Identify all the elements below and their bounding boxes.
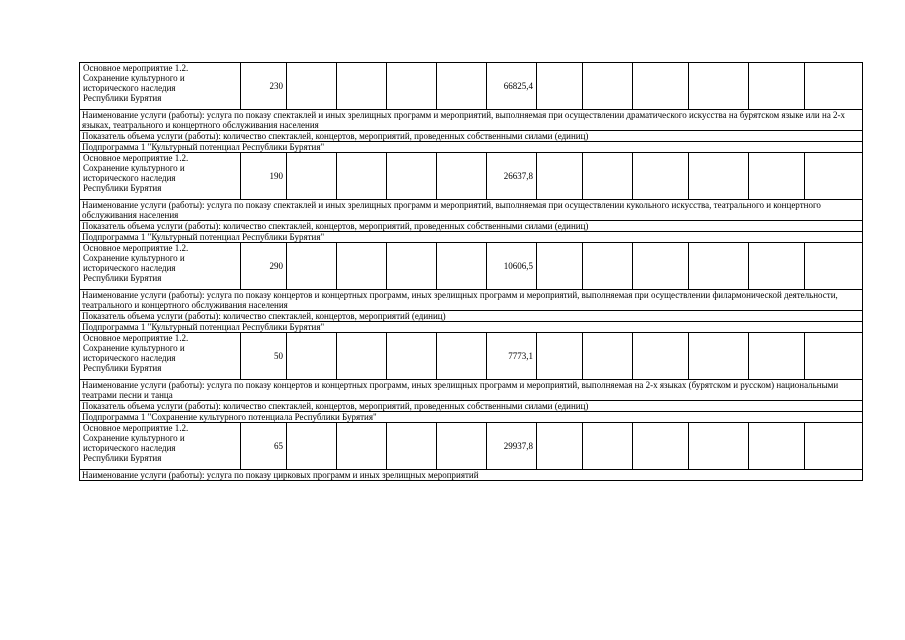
activity-name-cell bbox=[80, 63, 241, 110]
empty-cell bbox=[537, 63, 583, 110]
count-cell: 290 bbox=[241, 243, 287, 290]
text-row bbox=[80, 401, 863, 412]
text-row-cell: Показатель объема услуги (работы): количество спектаклей, концертов, мероприятий, проведенных собственными силами (единиц) bbox=[80, 131, 863, 142]
empty-cell bbox=[437, 63, 487, 110]
empty-cell bbox=[437, 333, 487, 380]
table-body bbox=[80, 63, 863, 481]
count-cell: 190 bbox=[241, 153, 287, 200]
activity-name-line: Сохранение культурного и bbox=[83, 253, 185, 263]
amount-cell: 7773,1 bbox=[487, 333, 537, 380]
empty-cell bbox=[387, 243, 437, 290]
activity-name-line: Республики Бурятия bbox=[83, 363, 162, 373]
activity-name-line: Республики Бурятия bbox=[83, 273, 162, 283]
activity-name-line: Сохранение культурного и bbox=[83, 73, 185, 83]
activity-name-cell bbox=[80, 333, 241, 380]
empty-cell bbox=[583, 153, 633, 200]
table-row bbox=[80, 63, 863, 110]
text-row-cell: Наименование услуги (работы): услуга по показу спектаклей и иных зрелищных программ и мероприятий, выполняемая при осуществлении драматического искусства на бурятском языке или на 2-х языках, театрального и концертного обслуживания населения bbox=[80, 110, 863, 131]
text-row-cell: Наименование услуги (работы): услуга по показу цирковых программ и иных зрелищных мероприятий bbox=[80, 470, 863, 481]
amount-cell: 26637,8 bbox=[487, 153, 537, 200]
activity-name-line: Сохранение культурного и bbox=[83, 433, 185, 443]
empty-cell bbox=[583, 243, 633, 290]
text-row-cell: Наименование услуги (работы): услуга по показу спектаклей и иных зрелищных программ и мероприятий, выполняемая при осуществлении кукольного искусства, театрального и концертного обслуживания населения bbox=[80, 200, 863, 221]
count-cell: 50 bbox=[241, 333, 287, 380]
empty-cell bbox=[805, 333, 863, 380]
activity-name-line: Сохранение культурного и bbox=[83, 343, 185, 353]
amount-cell: 10606,5 bbox=[487, 243, 537, 290]
empty-cell bbox=[689, 63, 749, 110]
activity-name-line: Основное мероприятие 1.2. bbox=[83, 153, 189, 163]
empty-cell bbox=[537, 423, 583, 470]
text-row-cell: Подпрограмма 1 "Культурный потенциал Республики Бурятия" bbox=[80, 322, 863, 333]
empty-cell bbox=[749, 153, 805, 200]
empty-cell bbox=[537, 243, 583, 290]
count-cell: 230 bbox=[241, 63, 287, 110]
empty-cell bbox=[337, 423, 387, 470]
empty-cell bbox=[689, 153, 749, 200]
text-row bbox=[80, 200, 863, 221]
count-cell: 65 bbox=[241, 423, 287, 470]
empty-cell bbox=[689, 423, 749, 470]
activity-name-cell bbox=[80, 243, 241, 290]
activity-name-cell bbox=[80, 153, 241, 200]
empty-cell bbox=[287, 333, 337, 380]
empty-cell bbox=[689, 243, 749, 290]
empty-cell bbox=[749, 243, 805, 290]
activity-name-line: исторического наследия bbox=[83, 263, 176, 273]
activity-name-line: Основное мероприятие 1.2. bbox=[83, 63, 189, 73]
empty-cell bbox=[387, 333, 437, 380]
empty-cell bbox=[805, 153, 863, 200]
text-row-cell: Показатель объема услуги (работы): количество спектаклей, концертов, мероприятий (единиц) bbox=[80, 311, 863, 322]
empty-cell bbox=[337, 243, 387, 290]
text-row-cell: Подпрограмма 1 "Культурный потенциал Республики Бурятия" bbox=[80, 142, 863, 153]
empty-cell bbox=[437, 153, 487, 200]
activity-name-line: исторического наследия bbox=[83, 353, 176, 363]
empty-cell bbox=[583, 63, 633, 110]
text-row-cell: Подпрограмма 1 "Культурный потенциал Республики Бурятия" bbox=[80, 232, 863, 243]
empty-cell bbox=[749, 63, 805, 110]
activity-name-line: Основное мероприятие 1.2. bbox=[83, 423, 189, 433]
empty-cell bbox=[287, 243, 337, 290]
empty-cell bbox=[583, 333, 633, 380]
activity-name-line: Республики Бурятия bbox=[83, 183, 162, 193]
empty-cell bbox=[633, 423, 689, 470]
empty-cell bbox=[805, 423, 863, 470]
text-row bbox=[80, 290, 863, 311]
empty-cell bbox=[387, 423, 437, 470]
empty-cell bbox=[689, 333, 749, 380]
text-row bbox=[80, 322, 863, 333]
activity-name-line: исторического наследия bbox=[83, 173, 176, 183]
text-row bbox=[80, 110, 863, 131]
empty-cell bbox=[537, 333, 583, 380]
text-row-cell: Наименование услуги (работы): услуга по показу концертов и концертных программ, иных зрелищных программ и мероприятий, выполняемая на 2-х языках (бурятском и русском) национальными театрами песни и танца bbox=[80, 380, 863, 401]
table-row bbox=[80, 153, 863, 200]
empty-cell bbox=[583, 423, 633, 470]
table-row bbox=[80, 423, 863, 470]
text-row-cell: Подпрограмма 1 "Сохранение культурного потенциала Республики Бурятия" bbox=[80, 412, 863, 423]
table-row bbox=[80, 243, 863, 290]
text-row bbox=[80, 380, 863, 401]
empty-cell bbox=[805, 63, 863, 110]
empty-cell bbox=[633, 243, 689, 290]
text-row bbox=[80, 221, 863, 232]
text-row bbox=[80, 412, 863, 423]
empty-cell bbox=[537, 153, 583, 200]
empty-cell bbox=[633, 333, 689, 380]
empty-cell bbox=[337, 153, 387, 200]
empty-cell bbox=[287, 63, 337, 110]
amount-cell: 29937,8 bbox=[487, 423, 537, 470]
empty-cell bbox=[387, 63, 437, 110]
empty-cell bbox=[337, 63, 387, 110]
empty-cell bbox=[749, 333, 805, 380]
activity-name-line: Республики Бурятия bbox=[83, 453, 162, 463]
empty-cell bbox=[287, 153, 337, 200]
text-row bbox=[80, 142, 863, 153]
empty-cell bbox=[633, 153, 689, 200]
text-row bbox=[80, 131, 863, 142]
empty-cell bbox=[387, 153, 437, 200]
empty-cell bbox=[337, 333, 387, 380]
text-row bbox=[80, 470, 863, 481]
empty-cell bbox=[437, 423, 487, 470]
activity-name-line: исторического наследия bbox=[83, 443, 176, 453]
services-table bbox=[79, 62, 863, 481]
empty-cell bbox=[287, 423, 337, 470]
table-row bbox=[80, 333, 863, 380]
activity-name-line: Республики Бурятия bbox=[83, 93, 162, 103]
empty-cell bbox=[633, 63, 689, 110]
amount-cell: 66825,4 bbox=[487, 63, 537, 110]
activity-name-line: Основное мероприятие 1.2. bbox=[83, 243, 189, 253]
activity-name-line: Основное мероприятие 1.2. bbox=[83, 333, 189, 343]
text-row bbox=[80, 311, 863, 322]
activity-name-line: Сохранение культурного и bbox=[83, 163, 185, 173]
empty-cell bbox=[805, 243, 863, 290]
activity-name-cell bbox=[80, 423, 241, 470]
text-row-cell: Наименование услуги (работы): услуга по показу концертов и концертных программ, иных зрелищных программ и мероприятий, выполняемая при осуществлении филармонической деятельности, театрального и концертного обслуживания населения bbox=[80, 290, 863, 311]
empty-cell bbox=[749, 423, 805, 470]
text-row bbox=[80, 232, 863, 243]
empty-cell bbox=[437, 243, 487, 290]
activity-name-line: исторического наследия bbox=[83, 83, 176, 93]
text-row-cell: Показатель объема услуги (работы): количество спектаклей, концертов, мероприятий, проведенных собственными силами (единиц) bbox=[80, 221, 863, 232]
text-row-cell: Показатель объема услуги (работы): количество спектаклей, концертов, мероприятий, проведенных собственными силами (единиц) bbox=[80, 401, 863, 412]
